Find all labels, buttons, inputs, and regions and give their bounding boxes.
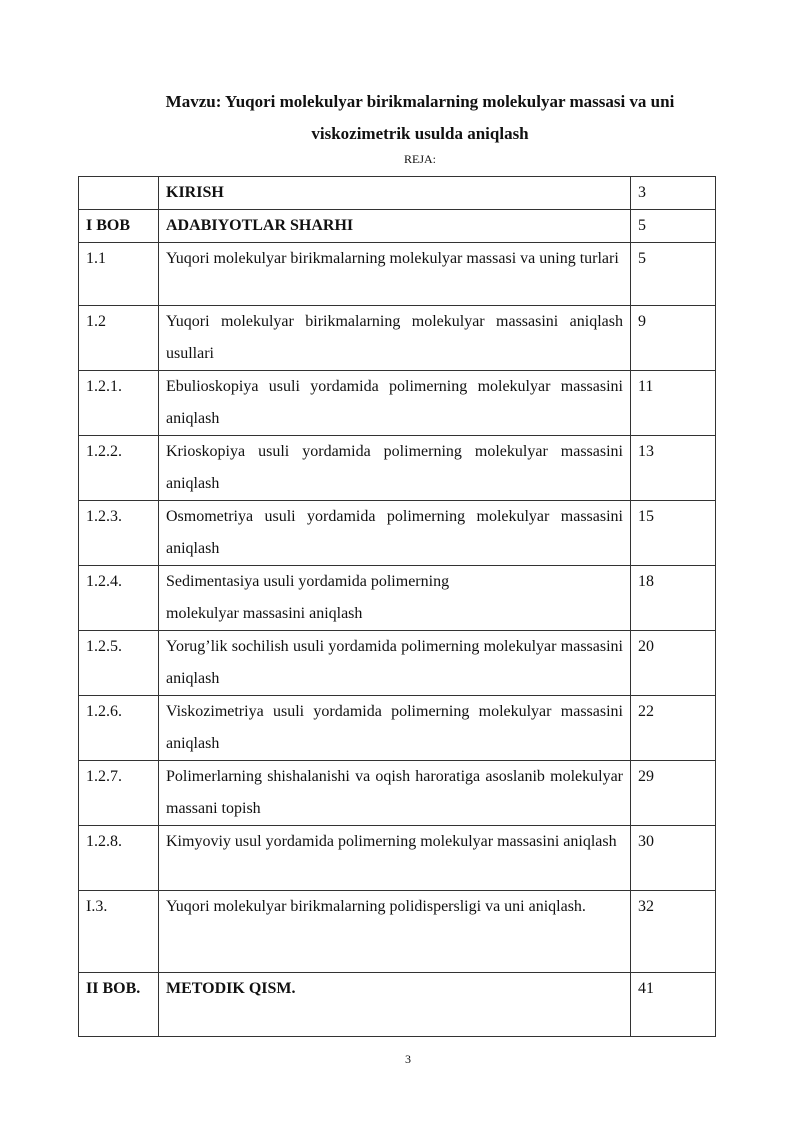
toc-section-number: I BOB	[79, 210, 159, 243]
toc-row	[79, 891, 716, 973]
toc-section-number: 1.2.1.	[79, 371, 159, 436]
plan-subtitle: REJA:	[403, 152, 436, 166]
toc-page-number: 22	[631, 696, 716, 761]
toc-row	[79, 696, 716, 761]
toc-page-number: 32	[631, 891, 716, 973]
toc-row	[79, 826, 716, 891]
toc-row	[79, 761, 716, 826]
toc-section-title: Viskozimetriya usuli yordamida polimerning molekulyar massasini aniqlash	[159, 696, 631, 761]
toc-section-title: Yuqori molekulyar birikmalarning molekulyar massasini aniqlash usullari	[159, 306, 631, 371]
toc-page-number: 41	[631, 973, 716, 1037]
toc-section-title: METODIK QISM.	[159, 973, 631, 1037]
toc-page-number: 30	[631, 826, 716, 891]
toc-section-number: 1.2.3.	[79, 501, 159, 566]
toc-page-number: 5	[631, 210, 716, 243]
toc-page-number: 13	[631, 436, 716, 501]
toc-page-number: 11	[631, 371, 716, 436]
toc-row	[79, 210, 716, 243]
toc-section-title: Sedimentasiya usuli yordamida polimerning molekulyar massasini aniqlash	[159, 566, 631, 631]
toc-section-number	[79, 177, 159, 210]
toc-page-number: 15	[631, 501, 716, 566]
toc-row	[79, 631, 716, 696]
toc-row	[79, 371, 716, 436]
toc-section-number: I.3.	[79, 891, 159, 973]
toc-row	[79, 973, 716, 1037]
toc-section-number: 1.2	[79, 306, 159, 371]
toc-section-title: Ebulioskopiya usuli yordamida polimerning molekulyar massasini aniqlash	[159, 371, 631, 436]
toc-page-number: 9	[631, 306, 716, 371]
toc-section-number: 1.2.4.	[79, 566, 159, 631]
toc-section-title: Yuqori molekulyar birikmalarning molekulyar massasi va uning turlari	[159, 243, 631, 306]
toc-page-number: 18	[631, 566, 716, 631]
toc-row	[79, 436, 716, 501]
toc-section-title: Polimerlarning shishalanishi va oqish haroratiga asoslanib molekulyar massani topish	[159, 761, 631, 826]
toc-section-title: Krioskopiya usuli yordamida polimerning molekulyar massasini aniqlash	[159, 436, 631, 501]
toc-section-title: Kimyoviy usul yordamida polimerning molekulyar massasini aniqlash	[159, 826, 631, 891]
toc-section-number: 1.2.5.	[79, 631, 159, 696]
toc-section-number: 1.2.8.	[79, 826, 159, 891]
toc-row	[79, 306, 716, 371]
page-number: 3	[405, 1052, 411, 1066]
toc-section-number: 1.2.6.	[79, 696, 159, 761]
toc-row	[79, 501, 716, 566]
toc-row	[79, 177, 716, 210]
table-of-contents	[78, 176, 716, 1037]
toc-section-title: Yuqori molekulyar birikmalarning polidispersligi va uni aniqlash.	[159, 891, 631, 973]
toc-section-number: 1.2.7.	[79, 761, 159, 826]
toc-section-number: II BOB.	[79, 973, 159, 1037]
toc-section-title: ADABIYOTLAR SHARHI	[159, 210, 631, 243]
toc-page-number: 3	[631, 177, 716, 210]
document-title-line-2: viskozimetrik usulda aniqlash	[311, 124, 529, 143]
document-title-line-1: Mavzu: Yuqori molekulyar birikmalarning molekulyar massasi va uni	[165, 92, 675, 111]
toc-page-number: 5	[631, 243, 716, 306]
toc-section-number: 1.2.2.	[79, 436, 159, 501]
toc-section-title: Osmometriya usuli yordamida polimerning molekulyar massasini aniqlash	[159, 501, 631, 566]
toc-section-title: Yorug’lik sochilish usuli yordamida polimerning molekulyar massasini aniqlash	[159, 631, 631, 696]
toc-row	[79, 566, 716, 631]
toc-page-number: 29	[631, 761, 716, 826]
toc-page-number: 20	[631, 631, 716, 696]
toc-section-number: 1.1	[79, 243, 159, 306]
toc-section-title: KIRISH	[159, 177, 631, 210]
toc-row	[79, 243, 716, 306]
